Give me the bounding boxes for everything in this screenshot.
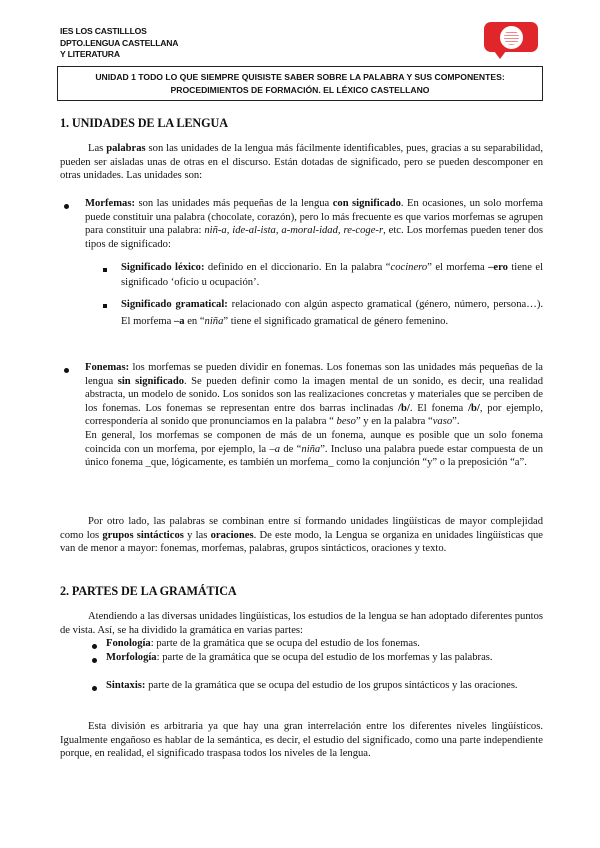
intro-paragraph: Las palabras son las unidades de la lengua más fácilmente identificables, pues, gracias a su separabilidad, pueden ser aisladas unas de otras en el discurso. Están dotadas de significado, pero se pueden descomponer en otras unidades. Las unidades son: xyxy=(60,143,543,182)
bullet-icon xyxy=(92,644,97,649)
section1-heading: 1. UNIDADES DE LA LENGUA xyxy=(60,116,228,130)
list-item-fonologia: Fonología: parte de la gramática que se ocupa del estudio de los fonemas. xyxy=(106,638,420,649)
square-bullet-icon xyxy=(103,268,107,272)
significado-gramatical: Significado gramatical: relacionado con algún aspecto gramatical (género, número, persona…). El morfema –a en “niña” tiene el significado gramatical de género femenino. xyxy=(121,299,543,327)
bullet-icon xyxy=(92,686,97,691)
department-name-cont: Y LITERATURA xyxy=(60,49,120,59)
unit-title-line2: PROCEDIMIENTOS DE FORMACIÓN. EL LÉXICO CASTELLANO xyxy=(170,85,430,95)
section2-heading: 2. PARTES DE LA GRAMÁTICA xyxy=(60,584,237,598)
department-name: DPTO.LENGUA CASTELLANA xyxy=(60,37,179,48)
morfemas-paragraph: Morfemas: son las unidades más pequeñas de la lengua con significado. En ocasiones, un solo morfema puede constituir una palabra (chocolate, corazón), pero lo más frecuente es que varios morfemas se agrupen para constituir una palabra: niñ-a, ide-al-ista, a-moral-idad, re-coge-r, etc. Los morfemas pueden tener dos tipos de significado: xyxy=(85,198,544,250)
bullet-icon xyxy=(92,658,97,663)
fonemas-paragraph: Fonemas: los morfemas se pueden dividir en fonemas. Los fonemas son las unidades más pequeñas de la lengua sin significado. Se pueden definir como la imagen mental de un sonido, es decir, una realidad abstracta, un modelo de sonido. Los sonidos son las realizaciones concretas y materiales que se perciben de los fonemas. Los fonemas se representan entre dos barras inclinadas /b/. El fonema /b/, por ejemplo, correspondería al sonido que pronunciamos en la palabra “ beso” y en la palabra “vaso”. En general, los morfemas se componen de más de un fonema, aunque es posible que un solo fonema coincida con un morfema, por ejemplo, la –a de “niña”. Incluso una palabra puede estar compuesta de un único fonema _que, lógicamente, es también un morfema_ como la conjunción “y” o la preposición “a”. xyxy=(85,362,544,469)
section2-intro: Atendiendo a las diversas unidades lingüísticas, los estudios de la lengua se han adoptado diferentes puntos de vista. Así, se ha dividido la gramática en varias partes: xyxy=(60,611,543,636)
school-name: IES LOS CASTILLLOS xyxy=(60,26,147,36)
list-item-sintaxis: Sintaxis: parte de la gramática que se ocupa del estudio de los grupos sintácticos y las oraciones. xyxy=(106,680,518,691)
outro-paragraph: Por otro lado, las palabras se combinan entre sí formando unidades lingüísticas de mayor complejidad como los grupos sintácticos y las oraciones. De este modo, la Lengua se organiza en unidades lingüísticas que van de menor a mayor: fonemas, morfemas, palabras, grupos sintácticos, oraciones y texto. xyxy=(60,516,544,555)
closing-paragraph: Esta división es arbitraria ya que hay una gran interrelación entre los diferentes niveles lingüísticos. Igualmente engañoso es hablar de la semántica, es decir, el estudio del significado, como una parte independiente porque, en realidad, el significado traspasa todos los niveles de la lengua. xyxy=(60,721,543,760)
school-header xyxy=(60,26,178,61)
bullet-icon xyxy=(64,368,69,373)
square-bullet-icon xyxy=(103,304,107,308)
unit-title-box xyxy=(57,66,543,101)
bullet-icon xyxy=(64,204,69,209)
list-item-morfologia: Morfología: parte de la gramática que se ocupa del estudio de los morfemas y las palabras. xyxy=(106,652,493,663)
significado-lexico: Significado léxico: definido en el diccionario. En la palabra “cocinero” el morfema –ero tiene el significado ‘oficio u ocupación’. xyxy=(121,262,544,288)
school-logo-icon xyxy=(484,22,538,52)
unit-title-line1: UNIDAD 1 TODO LO QUE SIEMPRE QUISISTE SABER SOBRE LA PALABRA Y SUS COMPONENTES: xyxy=(95,72,505,82)
